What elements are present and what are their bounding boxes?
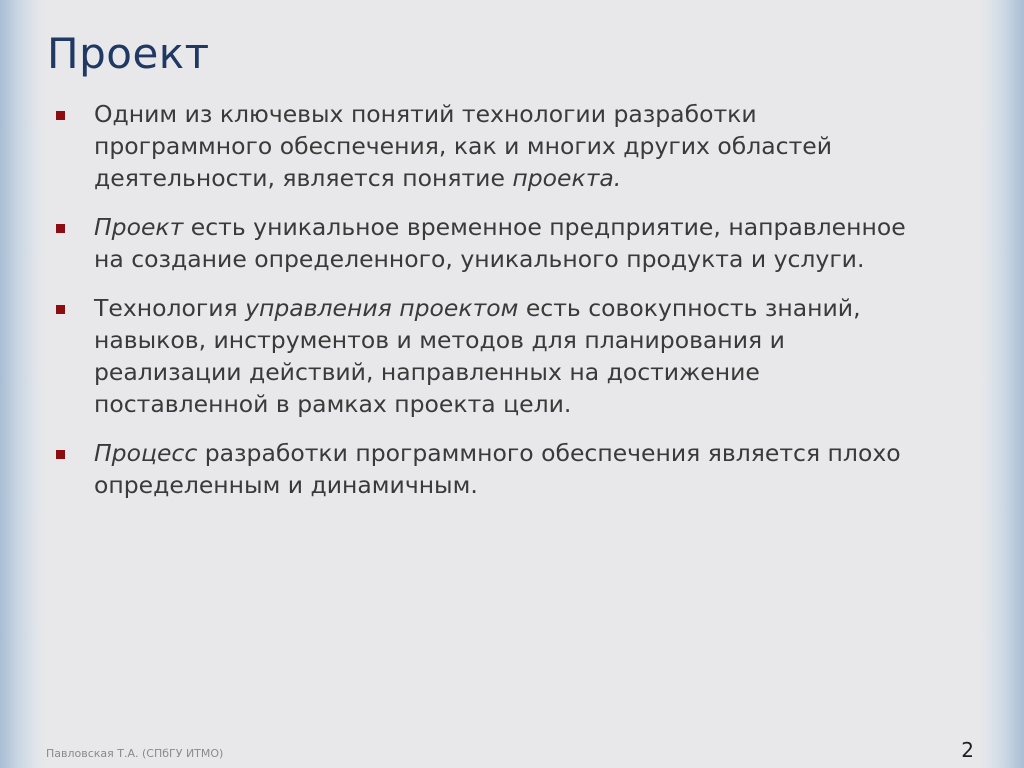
bullet-3-emphasis: управления проектом	[245, 294, 519, 322]
bullet-3-text-after: есть совокупность знаний, навыков, инструментов и методов для планирования и реализации действий, направленных на достижение поставленной в рамках проекта цели.	[94, 294, 861, 418]
square-bullet-icon	[56, 224, 65, 233]
bullet-list	[54, 98, 934, 518]
bullet-item-2	[54, 211, 934, 275]
square-bullet-icon	[56, 450, 65, 459]
bullet-item-1	[54, 98, 934, 194]
page-number: 2	[961, 738, 974, 762]
bullet-item-3	[54, 292, 934, 420]
bullet-1-text: Одним из ключевых понятий технологии разработки программного обеспечения, как и многих других областей деятельности, является понятие	[94, 100, 833, 192]
square-bullet-icon	[56, 111, 65, 120]
bullet-2-emphasis: Проект	[94, 213, 184, 241]
bullet-4-emphasis: Процесс	[94, 439, 198, 467]
bullet-2-text-after: есть уникальное временное предприятие, направленное на создание определенного, уникального продукта и услуги.	[94, 213, 906, 273]
slide-title: Проект	[47, 29, 210, 78]
square-bullet-icon	[56, 305, 65, 314]
footer-author: Павловская Т.А. (СПбГУ ИТМО)	[46, 747, 224, 760]
bullet-item-4	[54, 437, 934, 501]
bullet-1-emphasis: проекта.	[512, 164, 622, 192]
bullet-3-text: Технология	[94, 294, 246, 322]
bullet-4-text-after: разработки программного обеспечения является плохо определенным и динамичным.	[94, 439, 901, 499]
